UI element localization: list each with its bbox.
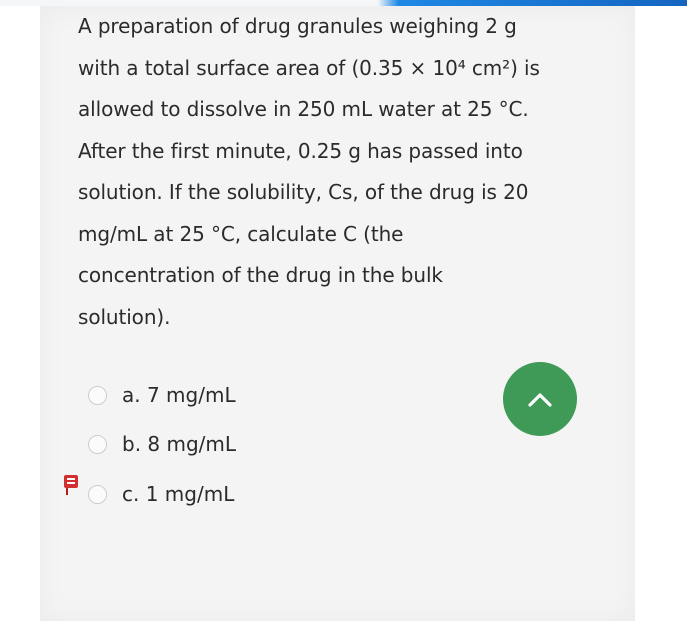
flag-icon-stem bbox=[66, 488, 68, 495]
option-c[interactable] bbox=[88, 476, 308, 512]
option-a-label: a. 7 mg/mL bbox=[122, 383, 236, 407]
chevron-up-icon bbox=[527, 390, 553, 408]
flag-icon[interactable] bbox=[64, 475, 78, 488]
option-c-label: c. 1 mg/mL bbox=[122, 482, 235, 506]
scroll-up-button[interactable] bbox=[503, 362, 577, 436]
option-b[interactable] bbox=[88, 426, 308, 462]
option-a[interactable] bbox=[88, 377, 308, 413]
radio-option-a[interactable] bbox=[88, 386, 107, 405]
radio-option-c[interactable] bbox=[88, 485, 107, 504]
question-text: A preparation of drug granules weighing 2 g with a total surface area of (0.35 × 10⁴ cm²) is allowed to dissolve in 250 mL water at 25 °C. After the first minute, 0.25 g has passed into solution. If the solubility, Cs, of the drug is 20 mg/mL at 25 °C, calculate C (the concentration of the drug in the bulk solution). bbox=[78, 14, 540, 329]
option-b-label: b. 8 mg/mL bbox=[122, 432, 237, 456]
radio-option-b[interactable] bbox=[88, 435, 107, 454]
